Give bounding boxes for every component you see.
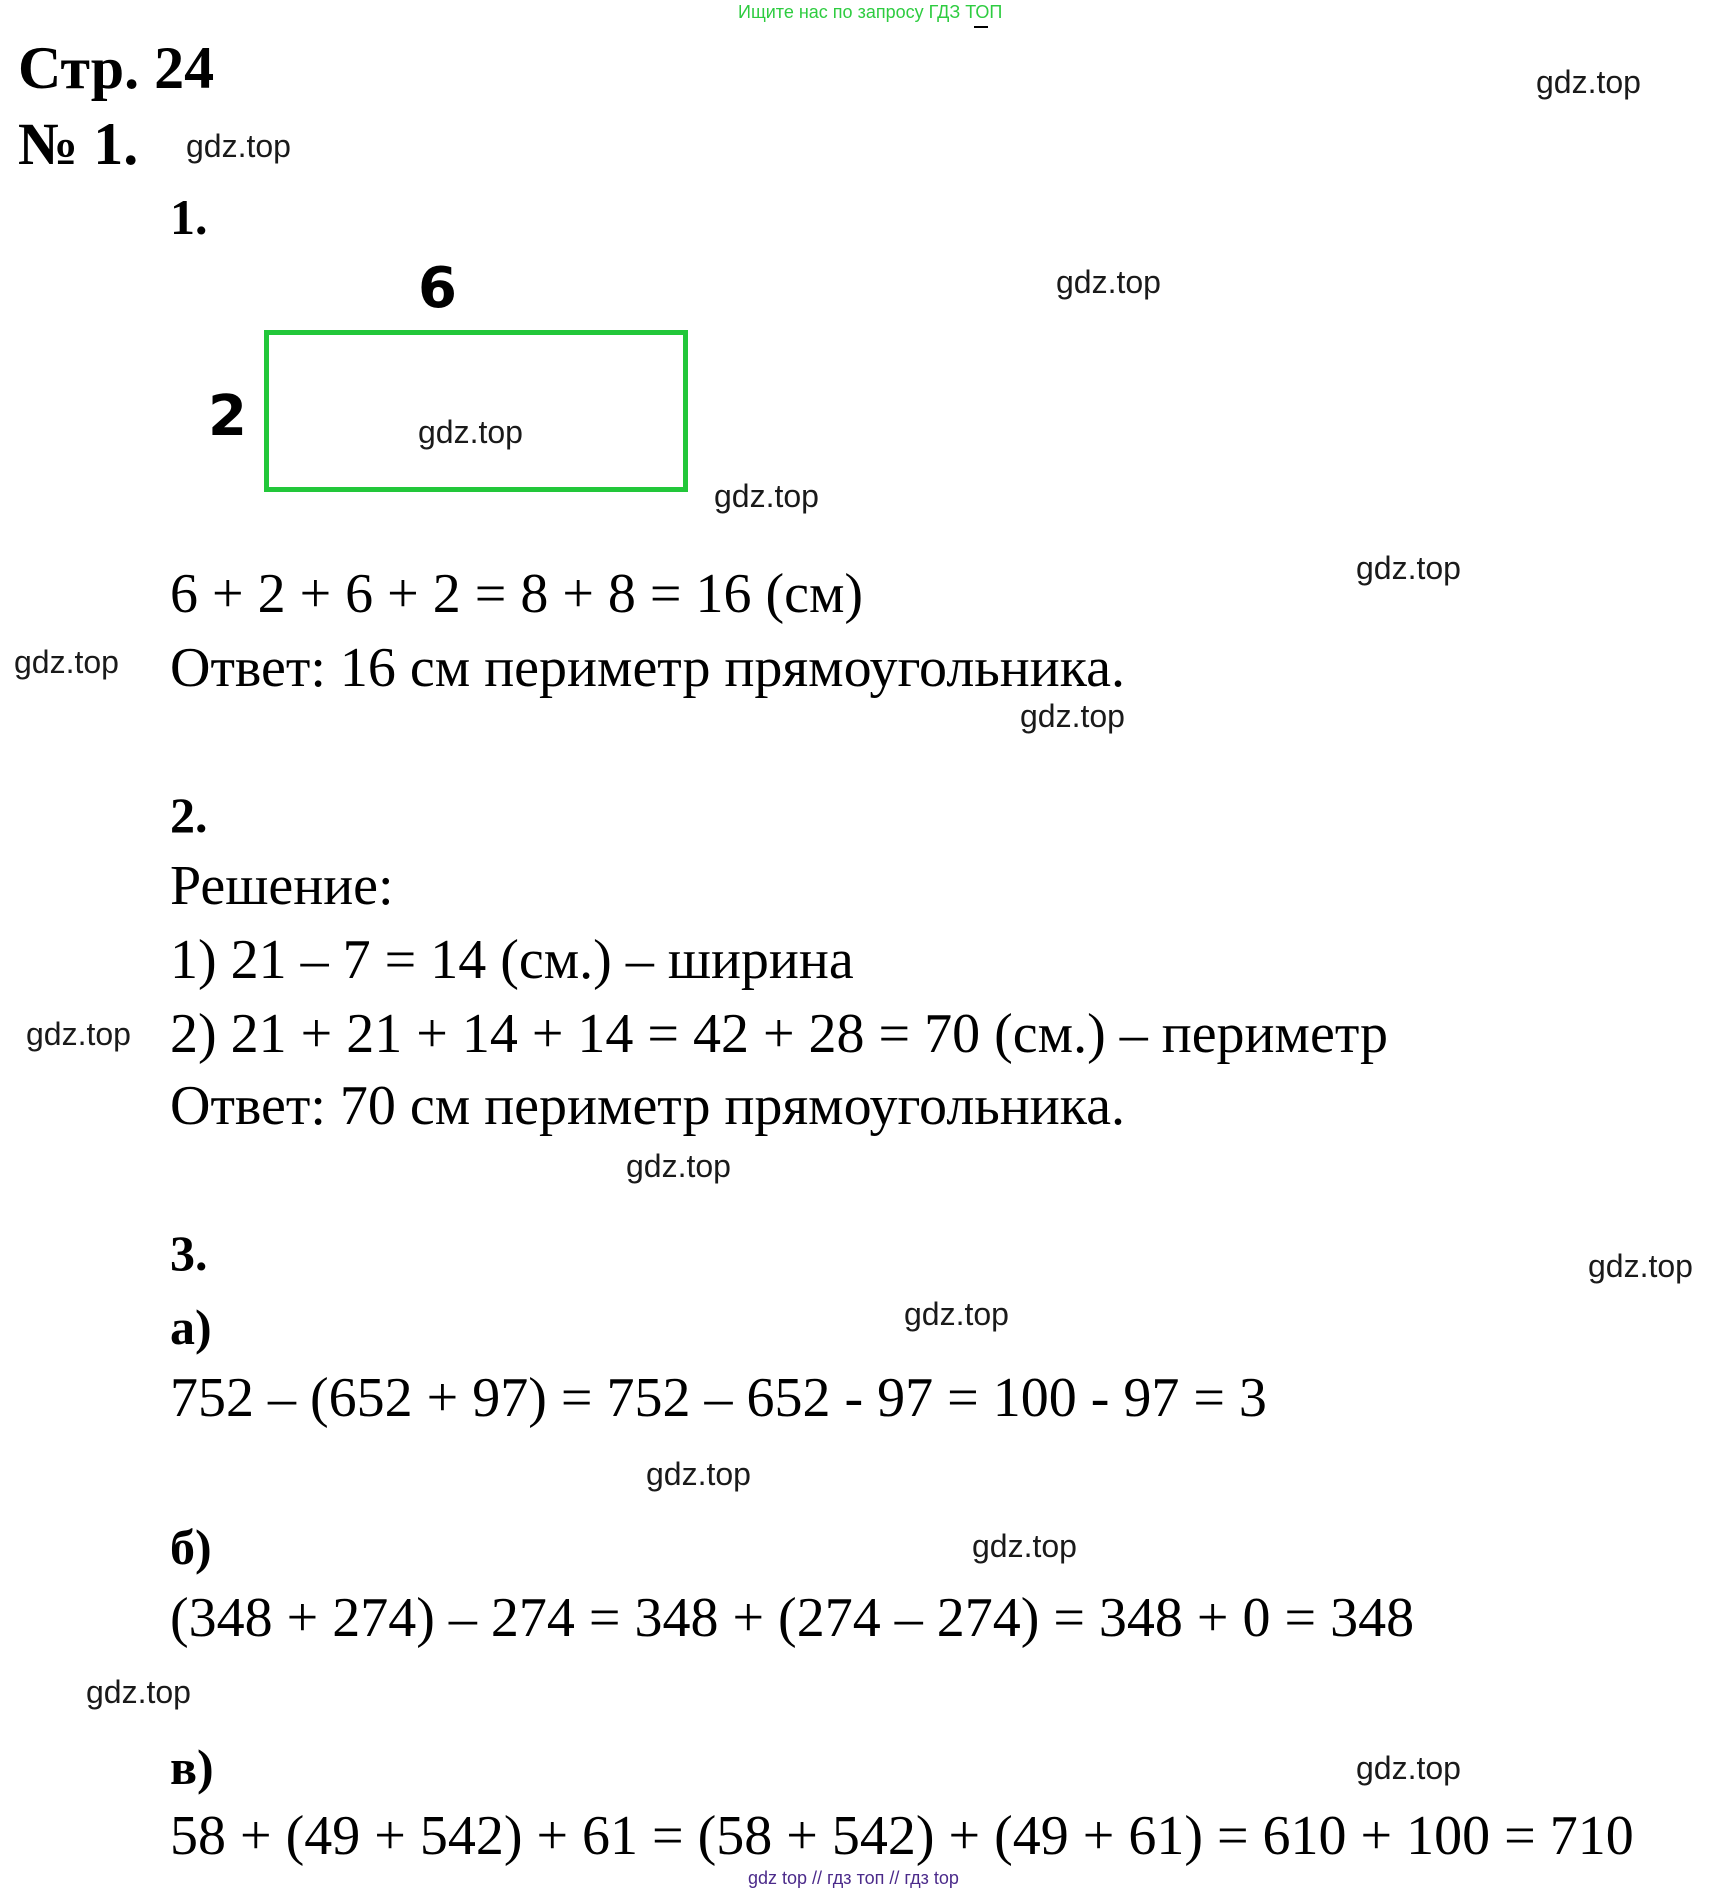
watermark: gdz.top bbox=[972, 1528, 1077, 1564]
watermark: gdz.top bbox=[418, 414, 523, 450]
watermark: gdz.top bbox=[86, 1674, 191, 1710]
figure-top-side-label: 6 bbox=[418, 256, 457, 321]
watermark: gdz.top bbox=[1056, 264, 1161, 300]
watermark: gdz.top bbox=[1536, 64, 1641, 100]
watermark: gdz.top bbox=[186, 128, 291, 164]
watermark: gdz.top bbox=[1588, 1248, 1693, 1284]
section-2-answer: Ответ: 70 см периметр прямоугольника. bbox=[170, 1075, 1125, 1137]
solution-label: Решение: bbox=[170, 855, 394, 917]
section-2-label: 2. bbox=[170, 787, 208, 843]
figure-left-side-label: 2 bbox=[208, 384, 247, 449]
part-c-expression: 58 + (49 + 542) + 61 = (58 + 542) + (49 + 61) = 610 + 100 = 710 bbox=[170, 1805, 1634, 1867]
watermark: gdz.top bbox=[646, 1456, 751, 1492]
solution-step-2: 2) 21 + 21 + 14 + 14 = 42 + 28 = 70 (см.) – периметр bbox=[170, 1003, 1388, 1065]
section-1-equation: 6 + 2 + 6 + 2 = 8 + 8 = 16 (см) bbox=[170, 563, 864, 625]
watermark: gdz.top bbox=[626, 1148, 731, 1184]
footer-links: gdz top // гдз топ // гдз top bbox=[748, 1868, 959, 1888]
part-b-expression: (348 + 274) – 274 = 348 + (274 – 274) = 348 + 0 = 348 bbox=[170, 1587, 1415, 1649]
watermark: gdz.top bbox=[1356, 1750, 1461, 1786]
page-title: Стр. 24 bbox=[18, 35, 215, 101]
top-banner: Ищите нас по запросу ГДЗ ТОП bbox=[738, 2, 1003, 22]
watermark: gdz.top bbox=[714, 478, 819, 514]
watermark: gdz.top bbox=[26, 1016, 131, 1052]
solution-step-1: 1) 21 – 7 = 14 (см.) – ширина bbox=[170, 929, 854, 991]
section-3-label: 3. bbox=[170, 1225, 208, 1281]
task-number: № 1. bbox=[18, 111, 139, 177]
watermark: gdz.top bbox=[1356, 550, 1461, 586]
section-1-answer: Ответ: 16 см периметр прямоугольника. bbox=[170, 637, 1125, 699]
part-b-label: б) bbox=[170, 1519, 212, 1575]
watermark: gdz.top bbox=[1020, 698, 1125, 734]
rectangle-figure bbox=[264, 330, 688, 492]
watermark: gdz.top bbox=[14, 644, 119, 680]
part-a-expression: 752 – (652 + 97) = 752 – 652 - 97 = 100 - 97 = 3 bbox=[170, 1367, 1267, 1429]
banner-underline-mark bbox=[974, 26, 988, 28]
part-a-label: а) bbox=[170, 1299, 212, 1355]
part-c-label: в) bbox=[170, 1739, 214, 1795]
section-1-label: 1. bbox=[170, 189, 208, 245]
watermark: gdz.top bbox=[904, 1296, 1009, 1332]
